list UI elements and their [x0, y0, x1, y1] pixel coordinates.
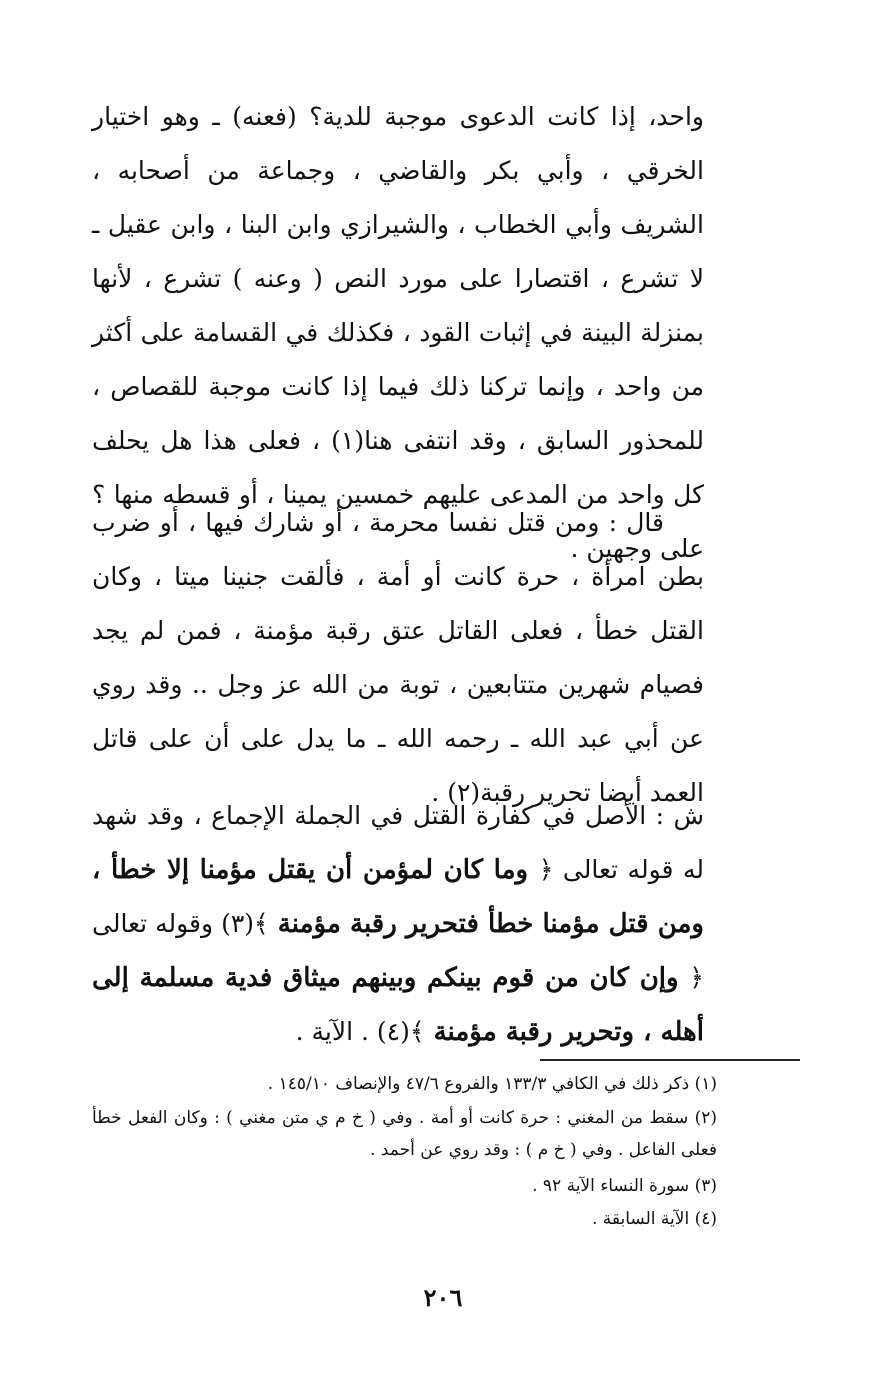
- paragraph-3-middle: ﴾(٣) وقوله تعالى ﴿: [92, 909, 704, 992]
- footnote-4: (٤) الآية السابقة .: [592, 1209, 717, 1229]
- quran-verse-2: وإن كان من قوم بينكم وبينهم ميثاق فدية مسلمة إلى أهله ، وتحرير رقبة مؤمنة: [92, 963, 704, 1047]
- paragraph-3-end: ﴾(٤) . الآية .: [295, 1017, 425, 1046]
- quran-verse-1: وما كان لمؤمن أن يقتل مؤمنا إلا خطأ ، ومن قتل مؤمنا خطأ فتحرير رقبة مؤمنة: [92, 855, 704, 939]
- footnote-1: (١) ذكر ذلك في الكافي ١٣٣/٣ والفروع ٤٧/٦ والإنصاف ١٤٥/١٠ .: [267, 1074, 717, 1094]
- paragraph-2: قال : ومن قتل نفسا محرمة ، أو شارك فيها ، أو ضرب بطن امرأة ، حرة كانت أو أمة ، فألقت جنينا ميتا ، وكان القتل خطأ ، فعلى القاتل عتق رقبة مؤمنة ، فمن لم يجد فصيام شهرين متتابعين ، توبة من الله عز وجل .. وقد روي عن أبي عبد الله ـ رحمه الله ـ ما يدل على أن على قاتل العمد أيضا تحرير رقبة(٢) .: [92, 508, 704, 807]
- page-number: ٢٠٦: [423, 1283, 463, 1312]
- footnote-2: (٢) سقط من المغني : حرة كانت أو أمة . وفي ( خ م ي متن مغني ) : وكان الفعل خطأ فعلى الفاعل . وفي ( خ م ) : وقد روي عن أحمد .: [92, 1108, 717, 1160]
- paragraph-3-intro: ش : الأصل في كفارة القتل في الجملة الإجماع ، وقد شهد له قوله تعالى ﴿: [92, 801, 704, 884]
- footnote-3: (٣) سورة النساء الآية ٩٢ .: [532, 1176, 717, 1196]
- paragraph-1: واحد، إذا كانت الدعوى موجبة للدية؟ (فعنه) ـ وهو اختيار الخرقي ، وأبي بكر والقاضي ، وجماعة من أصحابه ، الشريف وأبي الخطاب ، والشيرازي وابن البنا ، وابن عقيل ـ لا تشرع ، اقتصارا على مورد النص ( وعنه ) تشرع ، لأنها بمنزلة البينة في إثبات القود ، فكذلك في القسامة على أكثر من واحد ، وإنما تركنا ذلك فيما إذا كانت موجبة للقصاص ، للمحذور السابق ، وقد انتفى هنا(١) ، فعلى هذا هل يحلف كل واحد من المدعى عليهم خمسين يمينا ، أو قسطه منها ؟ على وجهين .: [92, 102, 704, 563]
- footnote-separator: [540, 1059, 800, 1061]
- paragraph-3: [92, 789, 704, 1059]
